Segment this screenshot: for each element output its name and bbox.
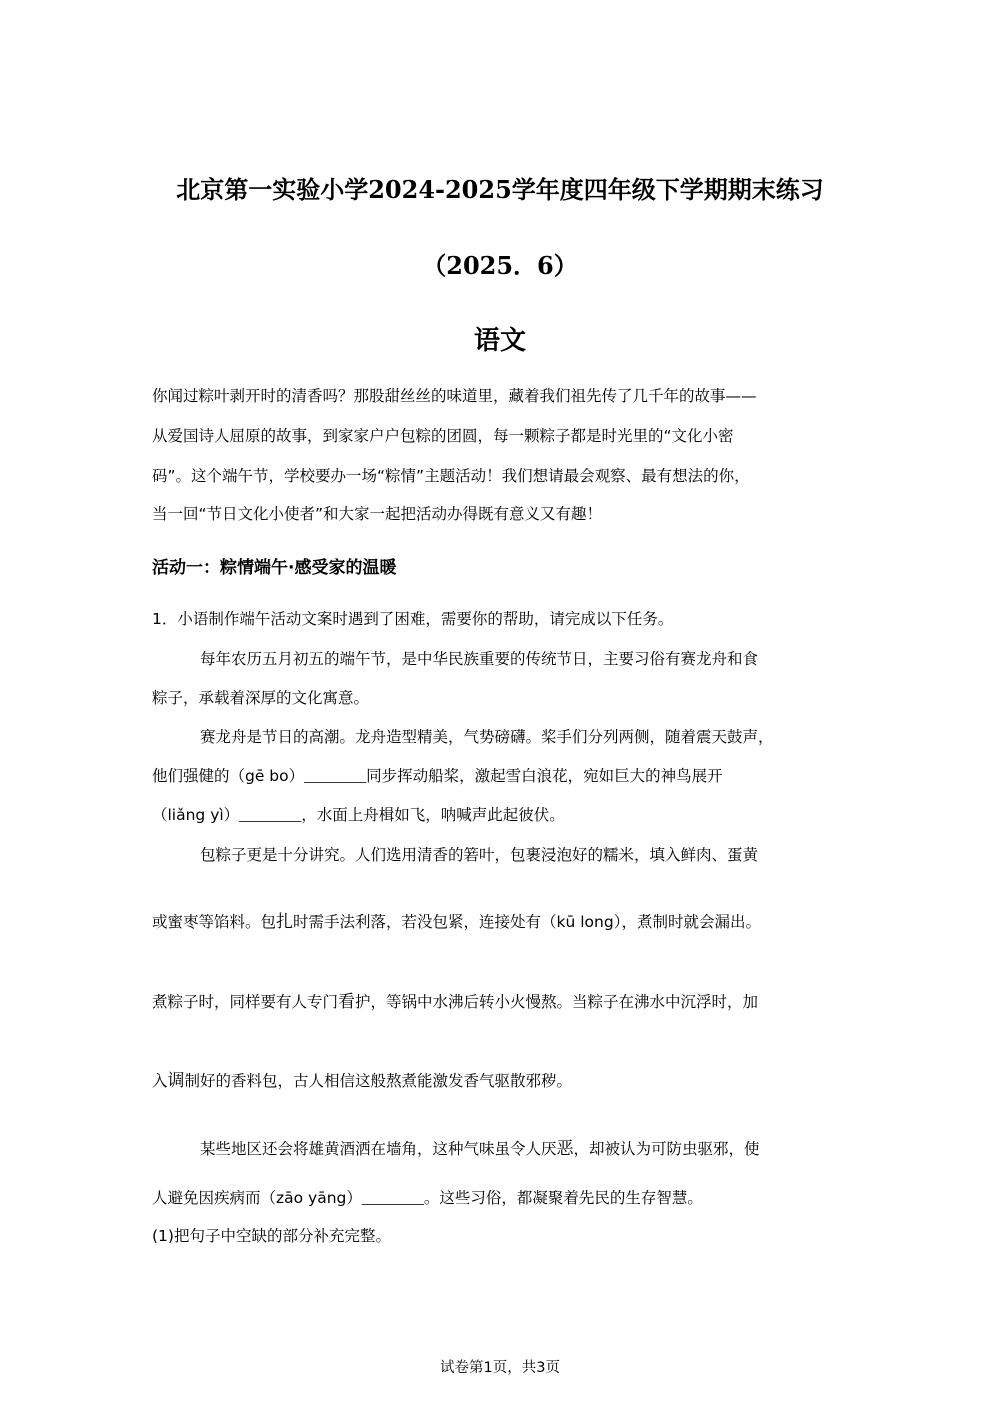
exam-date: （2025．6） [422,251,578,280]
activity-heading: 活动一：粽情端午·感受家的温暖 [152,558,397,578]
passage-line: 入调制好的香料包，古人相信这般熬煮能激发香气驱散邪秽。 [152,1071,573,1091]
passage-line: 每年农历五月初五的端午节，是中华民族重要的传统节日，主要习俗有赛龙舟和食 [200,650,759,668]
passage-line: 或蜜枣等馅料。包扎时需手法利落，若没包紧，连接处有（kū long），煮制时就会漏出。 [152,912,761,932]
passage-line: 赛龙舟是节日的高潮。龙舟造型精美，气势磅礴。桨手们分列两侧，随着震天鼓声， [200,728,774,746]
subject-title: 语文 [473,326,526,356]
passage-line: 某些地区还会将雄黄酒洒在墙角，这种气味虽令人厌恶，却被认为可防虫驱邪，使 [200,1139,760,1159]
pinyin-prompt: （liǎng yì） [152,806,240,824]
pinyin-prompt: 人避免因疾病而（zāo yāng） [152,1189,362,1207]
marked-char: 扎 [276,912,294,932]
marked-char: 看 [338,992,356,1012]
passage-line: 煮粽子时，同样要有人专门看护，等锅中水沸后转小火慢熬。当粽子在沸水中沉浮时，加 [152,992,759,1012]
passage-line: 粽子，承载着深厚的文化寓意。 [152,689,370,707]
marked-char: 恶 [556,1139,574,1159]
pinyin-prompt: 他们强健的（gē bo） [152,767,305,785]
answer-blank[interactable]: ________ [304,768,367,785]
passage-line: （liǎng yì）________，水面上舟楫如飞，呐喊声此起彼伏。 [152,806,565,824]
intro-line: 当一回“节日文化小使者”和大家一起把活动办得既有意义又有趣！ [152,505,603,523]
passage-line: 包粽子更是十分讲究。人们选用清香的箬叶，包裹浸泡好的糯米，填入鲜肉、蛋黄 [200,846,759,864]
intro-line: 从爱国诗人屈原的故事，到家家户户包粽的团圆，每一颗粽子都是时光里的“文化小密 [152,427,734,445]
passage-line: 人避免因疾病而（zāo yāng）________。这些习俗，都凝聚着先民的生存智慧。 [152,1189,703,1207]
marked-char: 调 [167,1071,185,1091]
exam-title: 北京第一实验小学2024-2025学年度四年级下学期期末练习 [176,175,824,204]
passage-line: 他们强健的（gē bo）________同步挥动船桨，激起雪白浪花，宛如巨大的神鸟展开 [152,767,723,785]
answer-blank[interactable]: ________ [361,1190,424,1207]
answer-blank[interactable]: ________ [239,807,302,824]
intro-line: 你闻过粽叶剥开时的清香吗？那股甜丝丝的味道里，藏着我们祖先传了几千年的故事—— [152,387,757,405]
question-prompt: 1．小语制作端午活动文案时遇到了困难，需要你的帮助，请完成以下任务。 [152,610,674,628]
sub-question: (1)把句子中空缺的部分补充完整。 [152,1227,391,1245]
page-footer: 试卷第1页，共3页 [440,1360,560,1376]
intro-line: 码”。这个端午节，学校要办一场“粽情”主题活动！我们想请最会观察、最有想法的你， [152,467,750,485]
